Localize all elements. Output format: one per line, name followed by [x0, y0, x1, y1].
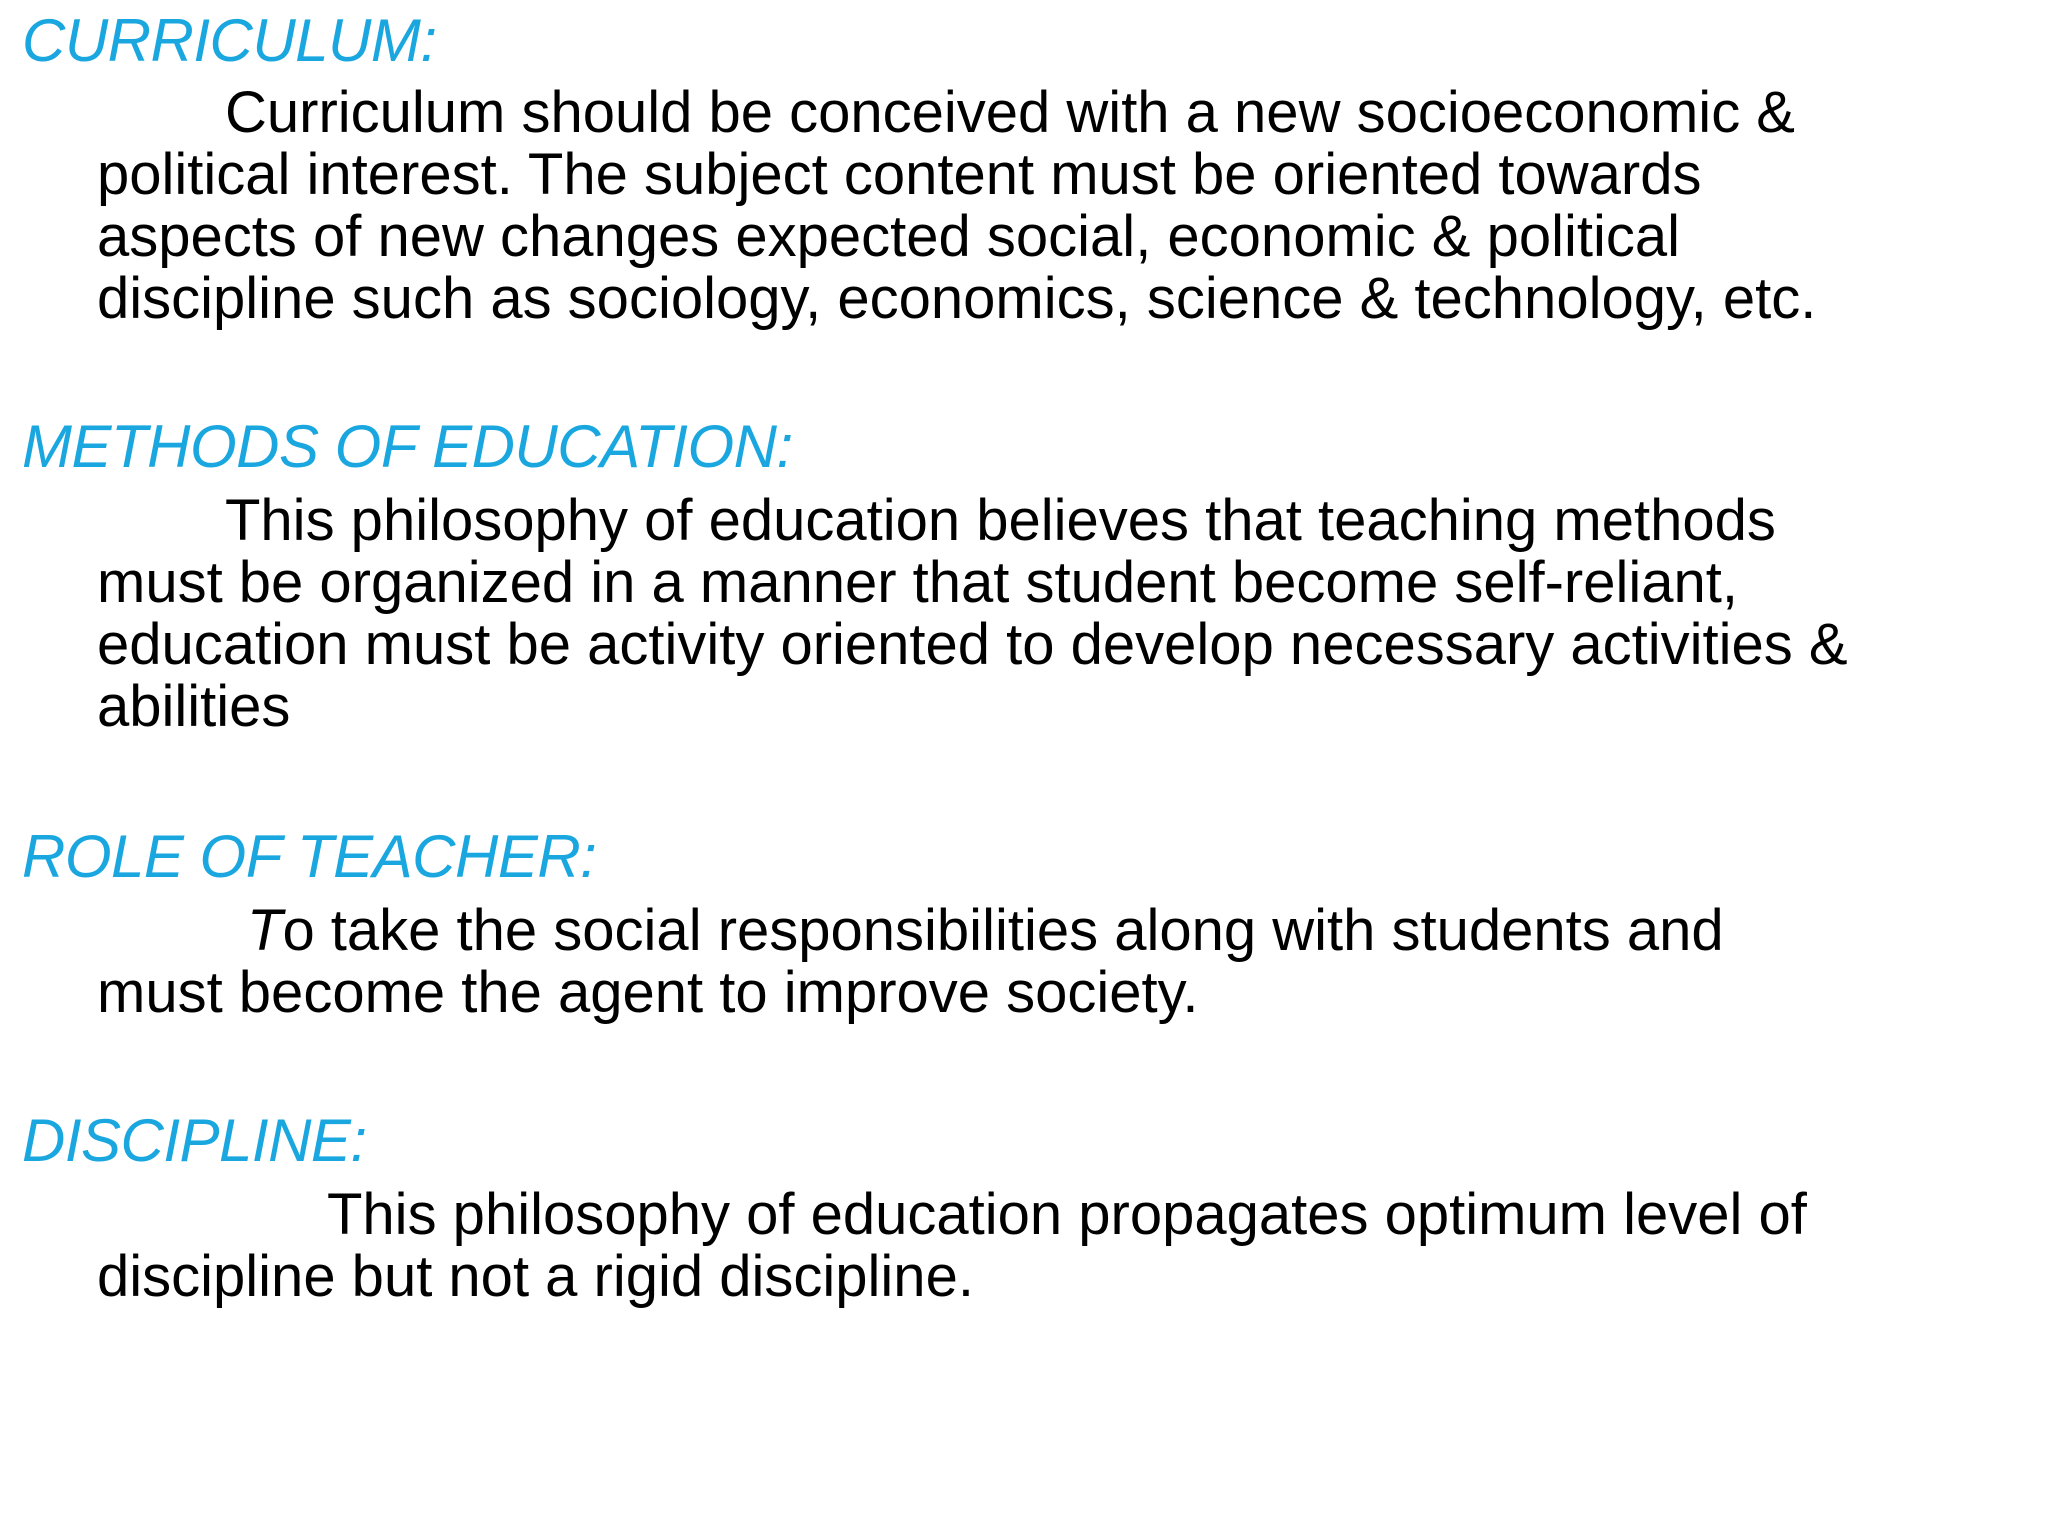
- paragraph-line: must be organized in a manner that student become self-reliant,: [97, 550, 1739, 615]
- paragraph-line: aspects of new changes expected social, economic & political: [97, 204, 1680, 269]
- paragraph-curriculum: [97, 82, 2048, 330]
- paragraph-line: must become the agent to improve society.: [97, 960, 1199, 1025]
- paragraph-line: political interest. The subject content must be oriented towards: [97, 142, 1702, 207]
- heading-discipline: DISCIPLINE:: [22, 1107, 367, 1174]
- paragraph-role-of-teacher: [97, 900, 2048, 1024]
- heading-methods-of-education: METHODS OF EDUCATION:: [22, 413, 793, 480]
- paragraph-line: [97, 900, 2048, 962]
- paragraph-line: Curriculum should be conceived with a new socioeconomic &: [225, 80, 1795, 145]
- italic-first-letter: T: [247, 898, 283, 963]
- paragraph-line: This philosophy of education believes that teaching methods: [225, 488, 1776, 553]
- paragraph-line-text: o take the social responsibilities along with students and: [282, 898, 1724, 963]
- paragraph-line: discipline such as sociology, economics, science & technology, etc.: [97, 266, 1817, 331]
- paragraph-line: This philosophy of education propagates optimum level of: [327, 1182, 1807, 1247]
- paragraph-line: education must be activity oriented to develop necessary activities &: [97, 612, 1848, 677]
- paragraph-methods-of-education: [97, 490, 2048, 738]
- paragraph-line: abilities: [97, 674, 291, 739]
- heading-role-of-teacher: ROLE OF TEACHER:: [22, 823, 597, 890]
- paragraph-discipline: [97, 1184, 2048, 1308]
- paragraph-line: discipline but not a rigid discipline.: [97, 1244, 974, 1309]
- heading-curriculum: CURRICULUM:: [22, 7, 437, 74]
